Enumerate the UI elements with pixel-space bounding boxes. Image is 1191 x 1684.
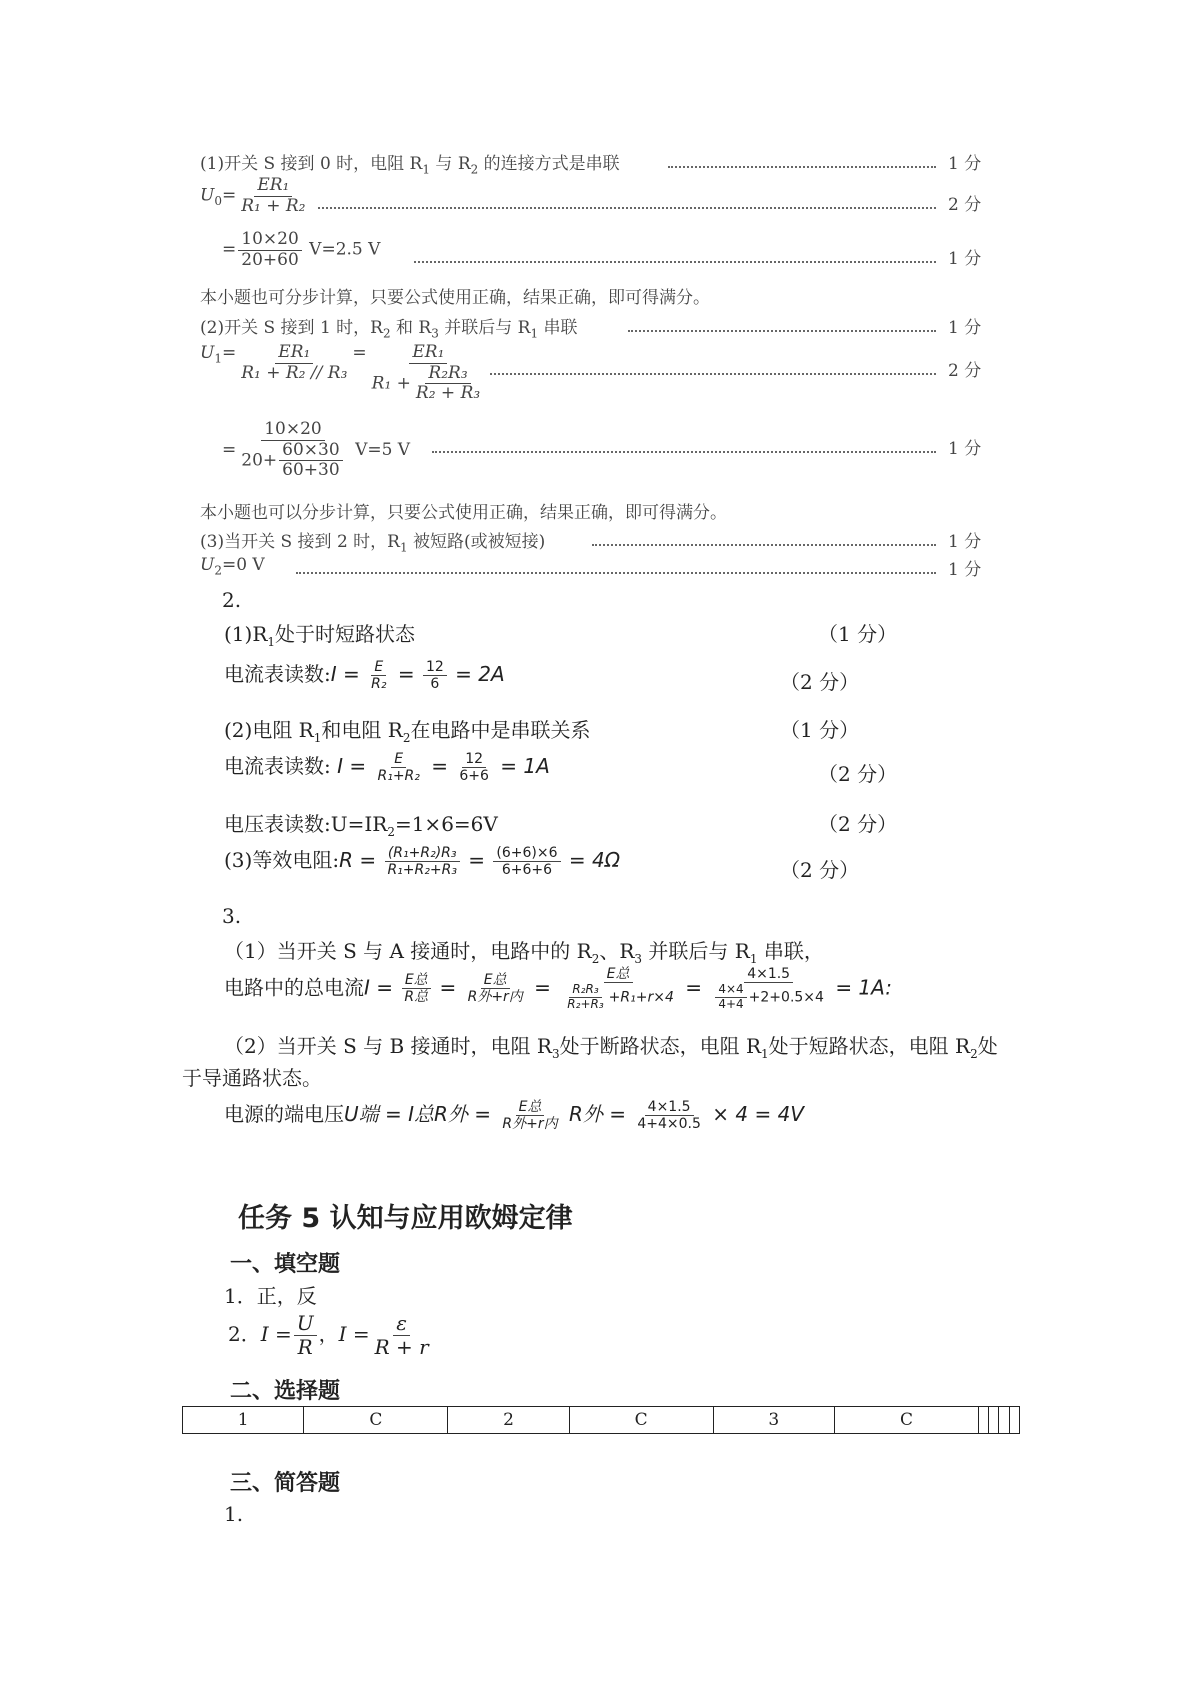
p2-a1: $(1)R_1$处于时短路状态: [224, 622, 416, 649]
table-row: [183, 1407, 1020, 1434]
points: 2 分: [948, 195, 982, 215]
p3-a2-line2: 于导通路状态。: [182, 1066, 322, 1090]
p2-c2: 电压表读数$:U=IR_2=1\times 6=6V$: [224, 812, 498, 839]
u1-formula: $U_1=$ $\frac{\text{ER₁}}{\text{R₁ + R₂ // R₃}}$ = ER₁ R₁ + $\frac{\text{R₂R₃}}{\text{R₂ + R₃}}$: [200, 342, 481, 404]
leader-dots: [296, 572, 936, 574]
note-1: 本小题也可分步计算，只要公式使用正确，结果正确，即可得满分。: [200, 288, 710, 308]
points: 1 分: [948, 154, 982, 174]
p2-b1: 电流表读数:I = $\frac{E}{\text{R₂}}$ = $\frac{12}{6}$ = 2A: [224, 658, 505, 692]
u0-formula: $U_0=$ $\frac{\text{ER₁}}{\text{R₁ + R₂}}$: [200, 175, 306, 216]
points: （2 分）: [780, 858, 860, 882]
section-title: 任务 5 认知与应用欧姆定律: [238, 1203, 573, 1234]
points: 1 分: [948, 560, 982, 580]
section-heading-fill: 一、填空题: [230, 1252, 341, 1277]
item-number: 2.: [222, 588, 242, 612]
table-cell: C: [569, 1407, 713, 1434]
p3-c1: 电源的端电压U端 = I总R外 = $\frac{\text{E总}}{\text{R外+r内}}$ R外 = $\frac{4\times 1.5}{4+4\times 0.5}$ × 4 = 4V: [224, 1098, 804, 1132]
section-heading-choice: 二、选择题: [230, 1379, 341, 1404]
item-number: 3.: [222, 904, 242, 928]
table-cell: 2: [448, 1407, 569, 1434]
points: （2 分）: [780, 670, 860, 694]
table-cell: 1: [183, 1407, 304, 1434]
p3-a1: （1）当开关 S 与 A 接通时，电路中的 $R_2$、$R_3$ 并联后与 $R_1$ 串联，: [224, 939, 824, 966]
fill-answer-2: 2．I = $\frac{U}{R}$ ，I = $\frac{\varepsilon}{R + r}$: [228, 1311, 429, 1359]
table-cell: C: [835, 1407, 979, 1434]
leader-dots: [668, 166, 936, 168]
p1-line1: (1)开关 S 接到 0 时，电阻 $R_1$ 与 $R_2$ 的连接方式是串联: [200, 154, 620, 177]
points: （2 分）: [818, 762, 898, 786]
note-2: 本小题也可以分步计算，只要公式使用正确，结果正确，即可得满分。: [200, 503, 727, 523]
table-cell: [999, 1407, 1009, 1434]
p1-line2: (2)开关 S 接到 1 时，$R_2$ 和 $R_3$ 并联后与 $R_1$ 串联: [200, 318, 578, 341]
table-cell: [1009, 1407, 1019, 1434]
leader-dots: [414, 261, 936, 263]
points: 1 分: [948, 249, 982, 269]
u1-result: = 10×20 20+ $\frac{60\times 30}{60+30}$ V=5 V: [222, 419, 411, 481]
p2-b2: 电流表读数: I = $\frac{E}{\text{R₁+R₂}}$ = $\frac{12}{6+6}$ = 1A: [224, 750, 550, 784]
u0-result: = $\frac{10\times 20}{20+60}$ V=2.5 V: [222, 229, 381, 270]
leader-dots: [592, 544, 936, 546]
leader-dots: [490, 373, 936, 375]
table-cell: [978, 1407, 988, 1434]
points: （2 分）: [818, 812, 898, 836]
fill-answer-1: 1．正，反: [224, 1284, 317, 1308]
p1-line3: (3)当开关 S 接到 2 时，$R_1$ 被短路(或被短接): [200, 532, 546, 555]
p3-b1: 电路中的总电流I = $\frac{\text{E总}}{\text{R总}}$ = $\frac{\text{E总}}{\text{R外+r内}}$ = E总 $\frac{\text{R₂R₃}}{\text{R₂+R₃}}$ +R₁+r×4 = 4×1.5 $\frac{4\times 4}{4+4}$ +2+0.5×4 = 1A:: [224, 966, 892, 1011]
points: 2 分: [948, 361, 982, 381]
points: 1 分: [948, 318, 982, 338]
points: 1 分: [948, 532, 982, 552]
leader-dots: [318, 207, 936, 209]
answer-table: [182, 1406, 1020, 1434]
u2-line: $U_2=0$ V: [200, 555, 265, 578]
table-cell: 3: [713, 1407, 834, 1434]
table-cell: [989, 1407, 999, 1434]
leader-dots: [628, 330, 936, 332]
table-cell: C: [304, 1407, 448, 1434]
p2-a2: (2)电阻 $R_1$和电阻 $R_2$在电路中是串联关系: [224, 718, 591, 745]
section-heading-short: 三、简答题: [230, 1471, 341, 1496]
p2-d2: (3)等效电阻:R = $\frac{\text{(R₁+R₂)R₃}}{\text{R₁+R₂+R₃}}$ = $\frac{(6+6)\times 6}{6+6+6}$ = 4Ω: [224, 844, 621, 878]
points: 1 分: [948, 439, 982, 459]
p3-a2: （2）当开关 S 与 B 接通时，电阻 $R_3$处于断路状态，电阻 $R_1$处于短路状态，电阻 $R_2$处: [224, 1034, 998, 1061]
short-answer-1: 1.: [224, 1502, 244, 1526]
points: （1 分）: [818, 622, 898, 646]
leader-dots: [432, 451, 936, 453]
points: （1 分）: [780, 718, 860, 742]
